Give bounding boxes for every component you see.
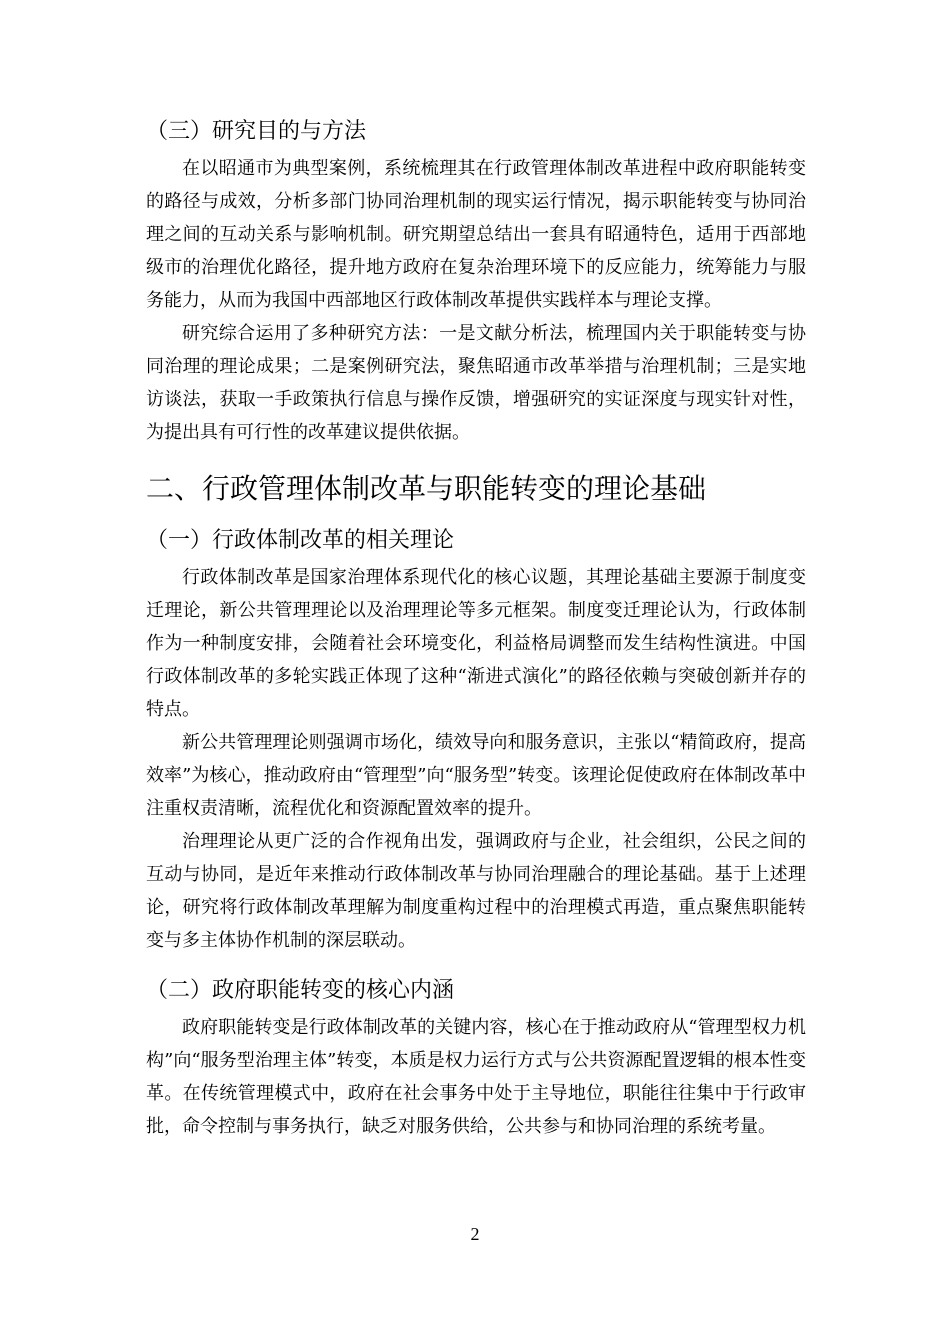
paragraph-function-transformation: 政府职能转变是行政体制改革的关键内容，核心在于推动政府从“管理型权力机构”向“服务型治理主体”转变，本质是权力运行方式与公共资源配置逻辑的根本性变革。在传统管理模式中，政府在社会事务中处于主导地位，职能往往集中于行政审批，命令控制与事务执行，缺乏对服务供给，公共参与和协同治理的系统考量。 <box>146 1017 806 1137</box>
page-content <box>146 112 806 1143</box>
chapter-heading-theory: 二、行政管理体制改革与职能转变的理论基础 <box>146 472 707 505</box>
paragraph-new-public-management: 新公共管理理论则强调市场化，绩效导向和服务意识，主张以“精简政府，提高效率”为核心，推动政府由“管理型”向“服务型”转变。该理论促使政府在体制改革中注重权责清晰，流程优化和资源配置效率的提升。 <box>146 732 806 819</box>
paragraph-governance-theory: 治理理论从更广泛的合作视角出发，强调政府与企业，社会组织，公民之间的互动与协同，是近年来推动行政体制改革与协同治理融合的理论基础。基于上述理论，研究将行政体制改革理解为制度重构过程中的治理模式再造，重点聚焦职能转变与多主体协作机制的深层联动。 <box>146 831 806 951</box>
paragraph-research-methods: 研究综合运用了多种研究方法：一是文献分析法，梳理国内关于职能转变与协同治理的理论成果；二是案例研究法，聚焦昭通市改革举措与治理机制；三是实地访谈法，获取一手政策执行信息与操作反馈，增强研究的实证深度与现实针对性，为提出具有可行性的改革建议提供依据。 <box>146 323 806 443</box>
section-heading-function-transformation: （二）政府职能转变的核心内涵 <box>146 978 455 1003</box>
section-heading-research-purpose: （三）研究目的与方法 <box>146 119 367 144</box>
section-heading-reform-theory: （一）行政体制改革的相关理论 <box>146 528 455 553</box>
paragraph-research-purpose: 在以昭通市为典型案例，系统梳理其在行政管理体制改革进程中政府职能转变的路径与成效，分析多部门协同治理机制的现实运行情况，揭示职能转变与协同治理之间的互动关系与影响机制。研究期望总结出一套具有昭通特色，适用于西部地级市的治理优化路径，提升地方政府在复杂治理环境下的反应能力，统筹能力与服务能力，从而为我国中西部地区行政体制改革提供实践样本与理论支撑。 <box>146 158 806 311</box>
paragraph-institutional-change: 行政体制改革是国家治理体系现代化的核心议题，其理论基础主要源于制度变迁理论，新公共管理理论以及治理理论等多元框架。制度变迁理论认为，行政体制作为一种制度安排，会随着社会环境变化，利益格局调整而发生结构性演进。中国行政体制改革的多轮实践正体现了这种“渐进式演化”的路径依赖与突破创新并存的特点。 <box>146 567 806 720</box>
page-number: 2 <box>470 1224 480 1244</box>
